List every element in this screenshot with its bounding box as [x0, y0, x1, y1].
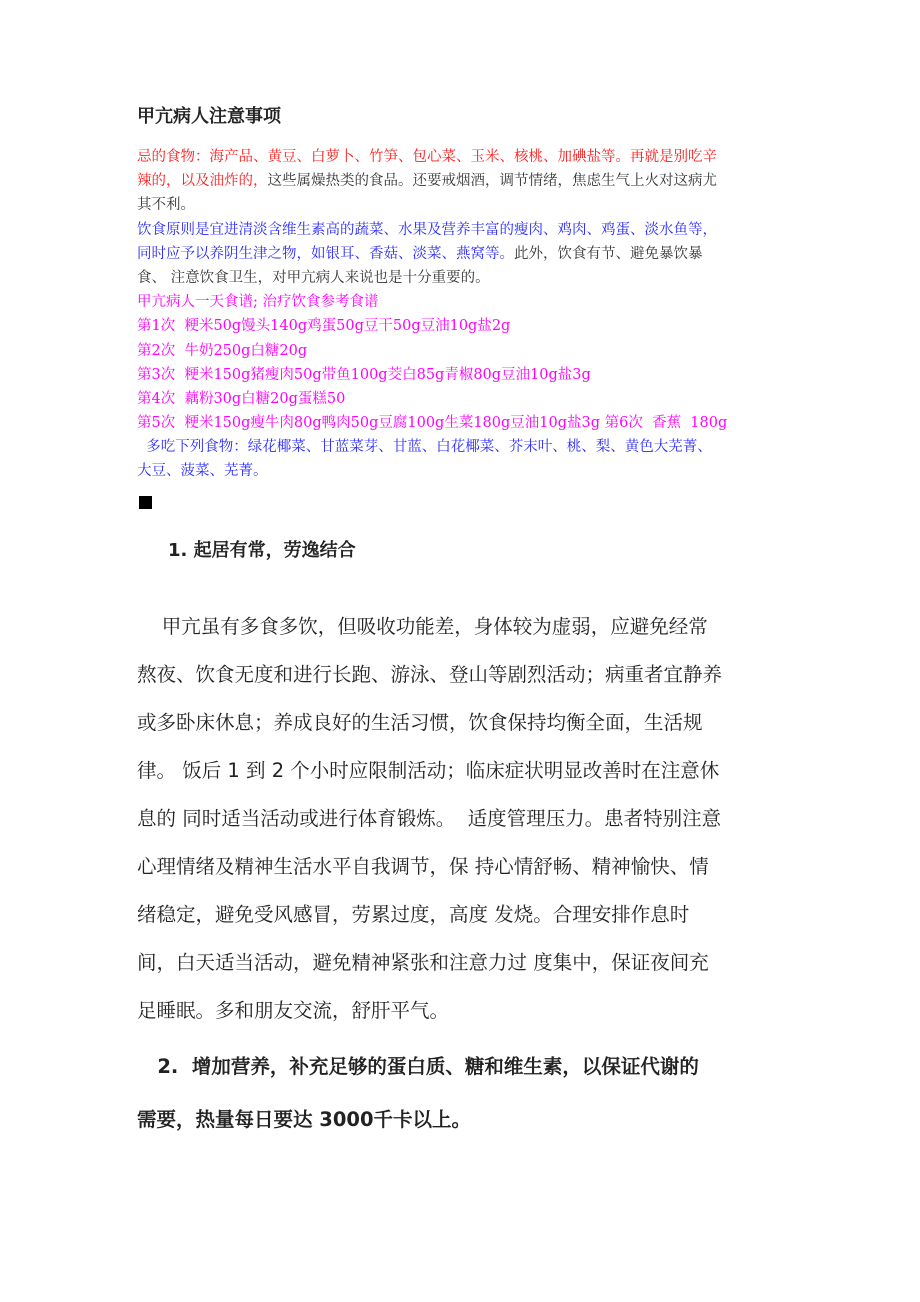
page-title: 甲亢病人注意事项 [137, 106, 281, 127]
section-2 [137, 1040, 699, 1146]
body-line: 心理情绪及精神生活水平自我调节，保 持心情舒畅、精神愉快、情 [137, 855, 709, 878]
avoid-line-1 [137, 145, 727, 169]
menu-heading: 甲亢病人一天食谱; 治疗饮食参考食谱 [137, 294, 379, 311]
principle-line-2 [137, 242, 727, 266]
avoid-fried-text: 辣的，以及油炸的， [137, 173, 268, 190]
square-bullet-icon [139, 496, 152, 509]
body-line: 足睡眠。多和朋友交流，舒肝平气。 [137, 999, 450, 1022]
section-2-line-1: 2. 增加营养，补充足够的蛋白质、糖和维生素，以保证代谢的 [137, 1055, 699, 1078]
section-2-line-2: 需要，热量每日要达 3000千卡以上。 [137, 1108, 472, 1131]
section-1-heading: 1. 起居有常，劳逸结合 [168, 540, 356, 561]
recommended-foods-line-1: 多吃下列食物：绿花椰菜、甘蓝菜芽、甘蓝、白花椰菜、芥末叶、桃、梨、黄色大芜菁、 [137, 439, 712, 456]
avoid-line-2 [137, 169, 727, 193]
body-line: 熬夜、饮食无度和进行长跑、游泳、登山等剧烈活动；病重者宜静养 [137, 663, 723, 686]
body-line: 息的 同时适当活动或进行体育锻炼。 适度管理压力。患者特别注意 [137, 807, 722, 830]
avoid-line-3: 其不利。 [137, 197, 195, 214]
body-line: 绪稳定，避免受风感冒，劳累过度，高度 发烧。合理安排作息时 [137, 903, 690, 926]
menu-meal-5: 第5次 粳米150g瘦牛肉80g鸭肉50g豆腐100g生菜180g豆油10g盐3g 第6次 香蕉 180g [137, 415, 728, 432]
avoid-advice-text: 这些属燥热类的食品。还要戒烟酒，调节情绪，焦虑生气上火对这病尤 [267, 173, 717, 190]
menu-meal-4: 第4次 藕粉30g白糖20g蛋糕50 [137, 390, 346, 407]
section-1-body [137, 603, 722, 1035]
principle-line-3: 食、 注意饮食卫生，对甲亢病人来说也是十分重要的。 [137, 269, 490, 286]
principle-line-1: 饮食原则是宜进清淡含维生素高的蔬菜、水果及营养丰富的瘦肉、鸡肉、鸡蛋、淡水鱼等， [137, 221, 717, 238]
diet-notes [137, 145, 727, 484]
body-line: 甲亢虽有多食多饮，但吸收功能差，身体较为虚弱，应避免经常 [137, 615, 708, 638]
avoid-foods-text: 忌的食物：海产品、黄豆、白萝卜、竹笋、包心菜、玉米、核桃、加碘盐等。再就是别吃辛 [137, 149, 717, 165]
body-line: 或多卧床休息；养成良好的生活习惯，饮食保持均衡全面，生活规 [137, 711, 703, 734]
principle-dark-text: 此外，饮食有节、避免暴饮暴 [514, 245, 703, 262]
recommended-foods-line-2: 大豆、菠菜、芜菁。 [137, 463, 268, 480]
body-line: 间，白天适当活动，避免精神紧张和注意力过 度集中，保证夜间充 [137, 951, 709, 974]
principle-blue-text: 同时应予以养阴生津之物，如银耳、香菇、淡菜、燕窝等。 [137, 245, 514, 262]
menu-meal-3: 第3次 粳米150g猪瘦肉50g带鱼100g茭白85g青椒80g豆油10g盐3g [137, 366, 591, 383]
menu-meal-1: 第1次 粳米50g馒头140g鸡蛋50g豆干50g豆油10g盐2g [137, 318, 511, 335]
body-line: 律。 饭后 1 到 2 个小时应限制活动；临床症状明显改善时在注意休 [137, 759, 720, 782]
menu-meal-2: 第2次 牛奶250g白糖20g [137, 342, 308, 359]
